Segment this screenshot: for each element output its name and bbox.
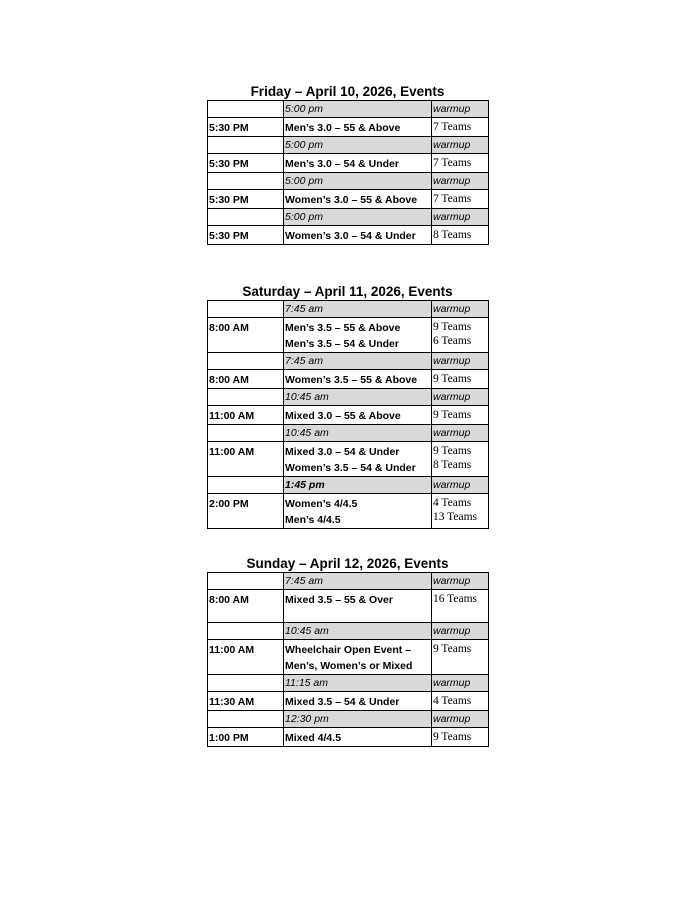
event-name: Men’s 3.0 – 54 & Under (284, 154, 432, 173)
saturday-section (207, 283, 488, 529)
event-name: Women’s 3.0 – 55 & Above (284, 190, 432, 209)
warmup-label: warmup (432, 425, 489, 442)
friday-section (207, 83, 488, 245)
start-time: 11:00 AM (208, 442, 284, 477)
event-name: Wheelchair Open Event – (285, 644, 412, 656)
event-name: Mixed 3.5 – 54 & Under (284, 692, 432, 711)
warmup-label: warmup (432, 623, 489, 640)
event-name: Women’s 3.0 – 54 & Under (284, 226, 432, 245)
event-name: Men’s 3.5 – 54 & Under (285, 338, 399, 350)
start-time: 5:30 PM (208, 190, 284, 209)
team-count: 9 Teams (432, 370, 489, 389)
saturday-title: Saturday – April 11, 2026, Events (242, 284, 453, 299)
team-count: 6 Teams (433, 335, 472, 347)
team-count: 13 Teams (433, 511, 478, 523)
event-name: Men’s 3.5 – 55 & Above (285, 322, 401, 334)
event-name: Mixed 3.0 – 54 & Under (285, 446, 400, 458)
friday-schedule-table (207, 100, 489, 245)
warmup-time: 10:45 am (284, 425, 432, 442)
event-row (208, 640, 489, 675)
warmup-label: warmup (432, 675, 489, 692)
sunday-section (207, 555, 488, 747)
start-time: 5:30 PM (208, 226, 284, 245)
start-time: 5:30 PM (208, 154, 284, 173)
team-count: 9 Teams (432, 406, 489, 425)
team-count: 9 Teams (432, 640, 489, 675)
team-count: 4 Teams (432, 692, 489, 711)
start-time: 8:00 AM (208, 318, 284, 353)
warmup-label: warmup (432, 173, 489, 190)
warmup-time: 5:00 pm (284, 101, 432, 118)
warmup-time: 5:00 pm (284, 137, 432, 154)
warmup-time: 7:45 am (284, 353, 432, 370)
event-row (208, 494, 489, 529)
event-name: Women’s 3.5 – 55 & Above (284, 370, 432, 389)
warmup-time: 12:30 pm (284, 711, 432, 728)
event-name: Men’s, Women’s or Mixed (285, 660, 413, 672)
team-count: 9 Teams (433, 321, 472, 333)
warmup-label: warmup (432, 137, 489, 154)
warmup-row (208, 301, 489, 318)
start-time: 8:00 AM (208, 590, 284, 623)
start-time: 11:00 AM (208, 640, 284, 675)
warmup-label: warmup (432, 477, 489, 494)
warmup-row (208, 573, 489, 590)
warmup-time: 10:45 am (284, 389, 432, 406)
sunday-schedule-table (207, 572, 489, 747)
warmup-time: 5:00 pm (284, 209, 432, 226)
warmup-row (208, 477, 489, 494)
event-row (208, 226, 489, 245)
warmup-time: 7:45 am (284, 301, 432, 318)
team-count: 7 Teams (432, 190, 489, 209)
event-name: Men’s 4/4.5 (285, 514, 341, 526)
team-count: 7 Teams (432, 154, 489, 173)
warmup-row (208, 353, 489, 370)
warmup-label: warmup (432, 389, 489, 406)
warmup-row (208, 209, 489, 226)
warmup-label: warmup (432, 353, 489, 370)
warmup-label: warmup (432, 573, 489, 590)
warmup-time: 10:45 am (284, 623, 432, 640)
warmup-row (208, 137, 489, 154)
team-count: 7 Teams (432, 118, 489, 137)
start-time: 2:00 PM (208, 494, 284, 529)
team-count: 16 Teams (432, 590, 489, 623)
warmup-label: warmup (432, 101, 489, 118)
sunday-title: Sunday – April 12, 2026, Events (246, 556, 449, 571)
warmup-row (208, 425, 489, 442)
team-count: 9 Teams (433, 445, 472, 457)
warmup-row (208, 389, 489, 406)
start-time: 11:00 AM (208, 406, 284, 425)
warmup-time: 5:00 pm (284, 173, 432, 190)
event-row (208, 442, 489, 477)
warmup-row (208, 101, 489, 118)
warmup-label: warmup (432, 711, 489, 728)
team-count: 4 Teams (433, 497, 472, 509)
warmup-row (208, 711, 489, 728)
start-time: 1:00 PM (208, 728, 284, 747)
warmup-label: warmup (432, 209, 489, 226)
warmup-time: 7:45 am (284, 573, 432, 590)
event-row (208, 318, 489, 353)
saturday-schedule-table (207, 300, 489, 529)
warmup-row (208, 623, 489, 640)
event-name: Men’s 3.0 – 55 & Above (284, 118, 432, 137)
event-name: Mixed 3.0 – 55 & Above (284, 406, 432, 425)
event-row (208, 118, 489, 137)
event-name: Women’s 3.5 – 54 & Under (285, 462, 416, 474)
warmup-row (208, 675, 489, 692)
warmup-time: 11:15 am (284, 675, 432, 692)
team-count: 9 Teams (432, 728, 489, 747)
event-name: Women’s 4/4.5 (285, 498, 358, 510)
event-row (208, 190, 489, 209)
start-time: 5:30 PM (208, 118, 284, 137)
event-row (208, 370, 489, 389)
start-time: 8:00 AM (208, 370, 284, 389)
warmup-time: 1:45 pm (284, 477, 432, 494)
event-name: Mixed 4/4.5 (284, 728, 432, 747)
event-row (208, 692, 489, 711)
warmup-label: warmup (432, 301, 489, 318)
event-row (208, 154, 489, 173)
event-row (208, 590, 489, 623)
event-row (208, 728, 489, 747)
team-count: 8 Teams (432, 226, 489, 245)
event-row (208, 406, 489, 425)
event-name: Mixed 3.5 – 55 & Over (284, 590, 432, 623)
friday-title: Friday – April 10, 2026, Events (250, 84, 445, 99)
team-count: 8 Teams (433, 459, 472, 471)
start-time: 11:30 AM (208, 692, 284, 711)
warmup-row (208, 173, 489, 190)
